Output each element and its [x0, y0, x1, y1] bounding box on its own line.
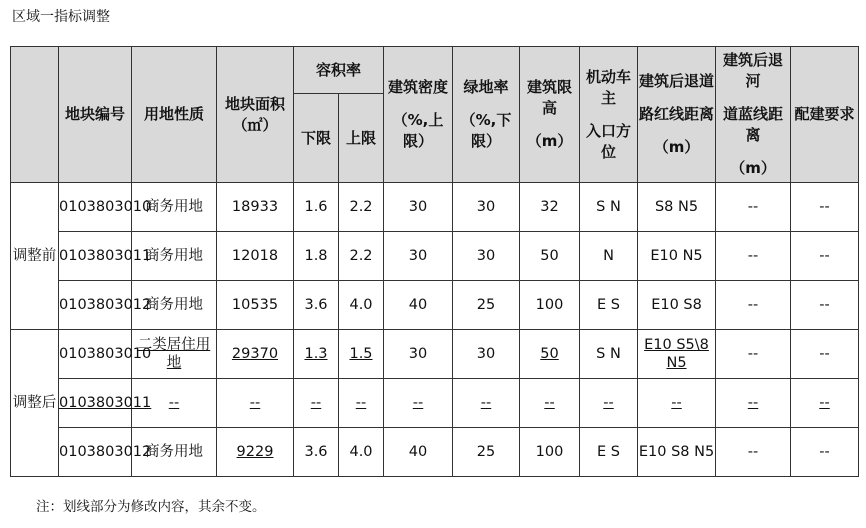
cell-far-low: 3.6 — [294, 428, 339, 477]
cell-green: 30 — [453, 330, 520, 379]
header-facilities: 配建要求 — [791, 47, 859, 183]
group-label-after: 调整后 — [11, 330, 59, 477]
cell-facilities: -- — [791, 183, 859, 232]
cell-far-high: 4.0 — [339, 281, 384, 330]
table-row — [11, 428, 859, 477]
header-area: 地块面积 （㎡） — [217, 47, 294, 183]
cell-facilities: -- — [791, 379, 859, 428]
cell-parcel: 0103803010 — [59, 183, 132, 232]
cell-density: 40 — [384, 428, 453, 477]
cell-area: 12018 — [217, 232, 294, 281]
group-label-before: 调整前 — [11, 183, 59, 330]
cell-density: 40 — [384, 281, 453, 330]
cell-road-setback: -- — [638, 379, 716, 428]
cell-road-setback: S8 N5 — [638, 183, 716, 232]
cell-road-setback: E10 S8 N5 — [638, 428, 716, 477]
cell-entry: N — [580, 232, 638, 281]
table-row — [11, 232, 859, 281]
cell-green: 25 — [453, 428, 520, 477]
cell-entry: S N — [580, 330, 638, 379]
cell-parcel: 0103803012 — [59, 281, 132, 330]
table-row — [11, 281, 859, 330]
cell-area: 29370 — [217, 330, 294, 379]
cell-far-low: -- — [294, 379, 339, 428]
header-road-setback: 建筑后退道 路红线距离 （m） — [638, 47, 716, 183]
cell-river-setback: -- — [716, 428, 791, 477]
cell-parcel: 0103803011 — [59, 379, 132, 428]
cell-far-low: 1.3 — [294, 330, 339, 379]
cell-height: 100 — [520, 281, 580, 330]
cell-height: 50 — [520, 330, 580, 379]
header-land-use: 用地性质 — [132, 47, 217, 183]
cell-use: -- — [132, 379, 217, 428]
cell-use: 商务用地 — [132, 183, 217, 232]
cell-road-setback: E10 N5 — [638, 232, 716, 281]
header-far-low: 下限 — [294, 94, 339, 183]
cell-far-low: 1.6 — [294, 183, 339, 232]
cell-density: 30 — [384, 330, 453, 379]
cell-facilities: -- — [791, 232, 859, 281]
cell-far-high: 1.5 — [339, 330, 384, 379]
cell-parcel: 0103803011 — [59, 232, 132, 281]
cell-height: -- — [520, 379, 580, 428]
header-green-ratio: 绿地率 （%,下限） — [453, 47, 520, 183]
cell-facilities: -- — [791, 428, 859, 477]
cell-entry: -- — [580, 379, 638, 428]
cell-area: 9229 — [217, 428, 294, 477]
cell-density: 30 — [384, 232, 453, 281]
cell-height: 50 — [520, 232, 580, 281]
header-height-limit: 建筑限高 （m） — [520, 47, 580, 183]
footnote: 注：划线部分为修改内容，其余不变。 — [36, 499, 266, 515]
cell-river-setback: -- — [716, 232, 791, 281]
cell-area: 18933 — [217, 183, 294, 232]
cell-facilities: -- — [791, 330, 859, 379]
cell-density: 30 — [384, 183, 453, 232]
cell-river-setback: -- — [716, 330, 791, 379]
cell-road-setback: E10 S8 — [638, 281, 716, 330]
cell-far-high: 2.2 — [339, 183, 384, 232]
cell-green: -- — [453, 379, 520, 428]
cell-road-setback: E10 S5\8 N5 — [638, 330, 716, 379]
cell-far-high: 4.0 — [339, 428, 384, 477]
cell-river-setback: -- — [716, 379, 791, 428]
table-row — [11, 379, 859, 428]
cell-density: -- — [384, 379, 453, 428]
cell-use: 商务用地 — [132, 281, 217, 330]
cell-parcel: 0103803012 — [59, 428, 132, 477]
header-vehicle-entry: 机动车主 入口方位 — [580, 47, 638, 183]
cell-green: 25 — [453, 281, 520, 330]
cell-green: 30 — [453, 183, 520, 232]
cell-far-high: 2.2 — [339, 232, 384, 281]
header-river-setback: 建筑后退河 道蓝线距离 （m） — [716, 47, 791, 183]
header-far: 容积率 — [294, 47, 384, 94]
header-far-high: 上限 — [339, 94, 384, 183]
cell-area: -- — [217, 379, 294, 428]
cell-area: 10535 — [217, 281, 294, 330]
cell-far-low: 3.6 — [294, 281, 339, 330]
cell-facilities: -- — [791, 281, 859, 330]
cell-parcel: 0103803010 — [59, 330, 132, 379]
cell-height: 100 — [520, 428, 580, 477]
cell-entry: E S — [580, 281, 638, 330]
cell-use: 二类居住用地 — [132, 330, 217, 379]
cell-use: 商务用地 — [132, 232, 217, 281]
table-row — [11, 183, 859, 232]
cell-river-setback: -- — [716, 183, 791, 232]
header-density: 建筑密度 （%,上限） — [384, 47, 453, 183]
indicator-table — [10, 46, 859, 477]
table-row — [11, 330, 859, 379]
header-blank — [11, 47, 59, 183]
cell-green: 30 — [453, 232, 520, 281]
cell-use: 商务用地 — [132, 428, 217, 477]
cell-far-high: -- — [339, 379, 384, 428]
cell-height: 32 — [520, 183, 580, 232]
cell-far-low: 1.8 — [294, 232, 339, 281]
cell-river-setback: -- — [716, 281, 791, 330]
cell-entry: S N — [580, 183, 638, 232]
page-title: 区域一指标调整 — [12, 9, 110, 25]
header-parcel-no: 地块编号 — [59, 47, 132, 183]
cell-entry: E S — [580, 428, 638, 477]
